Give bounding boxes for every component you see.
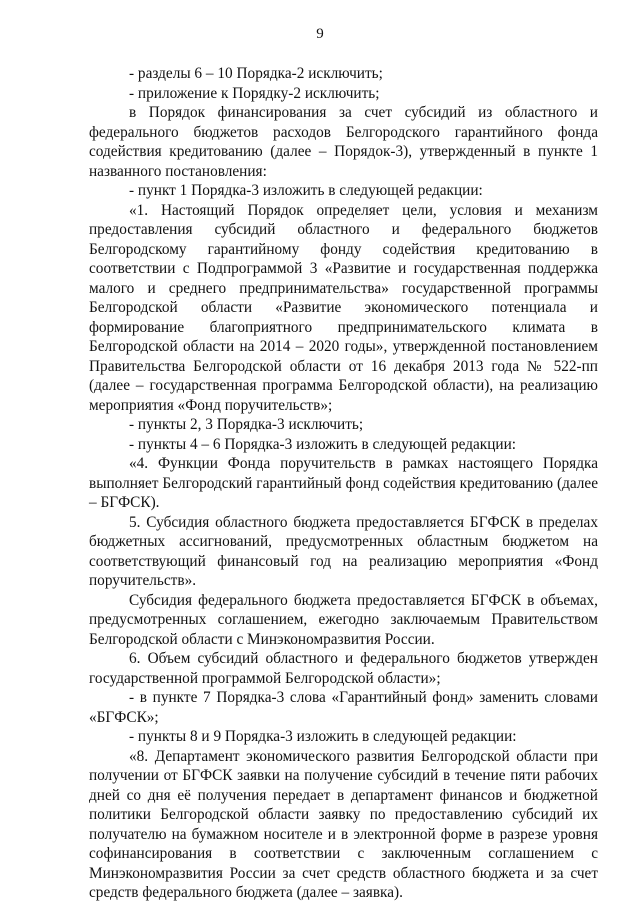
paragraph-1: - разделы 6 – 10 Порядка-2 исключить; bbox=[129, 65, 383, 82]
document-body bbox=[89, 64, 598, 903]
paragraph-2: - приложение к Порядку-2 исключить; bbox=[129, 84, 380, 102]
paragraph-8: «4. Функции Фонда поручительств в рамках настоящего Порядка выполняет Белгородский гарантийный фонд содействия кредитованию (далее – БГФСК). bbox=[89, 455, 598, 511]
paragraph-6: - пункты 2, 3 Порядка-3 исключить; bbox=[129, 416, 364, 433]
paragraph-5: «1. Настоящий Порядок определяет цели, условия и механизм предоставления субсидий областного и федерального бюджетов Белгородскому гарантийному фонду содействия кредитованию в соответствии с Подпрограммой 3 «Развитие и государственная поддержка малого и среднего предпринимательства» государственной программы Белгородской области «Развитие экономического потенциала и формирование благоприятного предпринимательского климата в Белгородской области на 2014 – 2020 годы», утвержденной постановлением Правительства Белгородской области от 16 декабря 2013 года № 522-пп (далее – государственная программа Белгородской области), на реализацию мероприятия «Фонд поручительств»; bbox=[89, 201, 598, 414]
paragraph-7: - пункты 4 – 6 Порядка-3 изложить в следующей редакции: bbox=[129, 435, 517, 453]
paragraph-9: 5. Субсидия областного бюджета предоставляется БГФСК в пределах бюджетных ассигнований, предусмотренных областным бюджетом на соответствующий финансовый год на реализацию мероприятия «Фонд поручительств». bbox=[89, 513, 598, 589]
paragraph-10: Субсидия федерального бюджета предоставляется БГФСК в объемах, предусмотренных соглашением, ежегодно заключаемым Правительством Белгородской области с Минэкономразвития России. bbox=[89, 591, 598, 648]
page-number: 9 bbox=[316, 26, 324, 42]
paragraph-4: - пункт 1 Порядка-3 изложить в следующей редакции: bbox=[129, 182, 483, 199]
paragraph-13: - пункты 8 и 9 Порядка-3 изложить в следующей редакции: bbox=[129, 728, 517, 745]
paragraph-3: в Порядок финансирования за счет субсидий из областного и федерального бюджетов расходов Белгородского гарантийного фонда содействия кредитованию (далее – Порядок-3), утвержденный в пункте 1 названного постановления: bbox=[89, 104, 598, 180]
paragraph-14: «8. Департамент экономического развития Белгородской области при получении от БГФСК заявки на получение субсидий в течение пяти рабочих дней со дня её получения передает в департамент финансов и бюджетной политики Белгородской области заявку по предоставлению субсидий их получателю на бумажном носителе и в электронной форме в разрезе уровня софинансирования в соответствии с заключенным соглашением с Минэкономразвития России за счет средств областного бюджета и за счет средств федерального бюджета (далее – заявка). bbox=[89, 747, 598, 901]
paragraph-11: 6. Объем субсидий областного и федерального бюджетов утвержден государственной программой Белгородской области»; bbox=[89, 650, 598, 687]
paragraph-12: - в пункте 7 Порядка-3 слова «Гарантийный фонд» заменить словами «БГФСК»; bbox=[89, 689, 598, 726]
